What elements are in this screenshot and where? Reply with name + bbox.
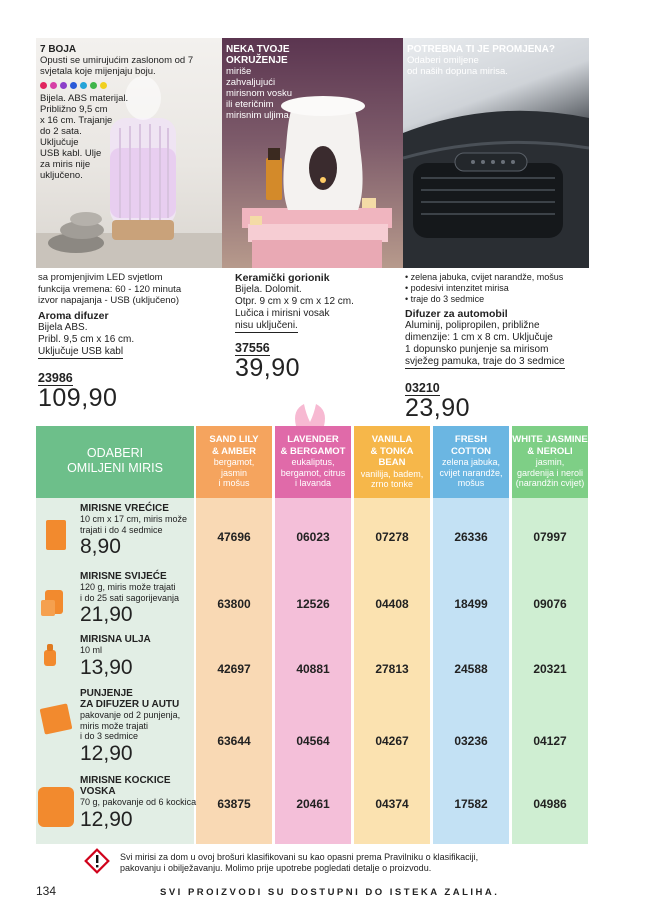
product-type-price: 12,90 [80,807,133,831]
wax-cubes-icon [38,787,74,827]
product-type-description: 10 ml [80,645,103,655]
spec-line: Približno 9,5 cm [40,104,108,115]
page-number: 134 [36,884,57,898]
diffuser-specs [38,322,222,346]
product-type-price: 8,90 [80,535,121,558]
product-type-title: MIRISNA ULJA [80,634,151,645]
scent-notes: mošus [457,478,485,488]
product-type-description: i do 25 sati sagorijevanja [80,592,180,603]
car-diffuser-description [405,272,591,369]
spec-line: Bijela. ABS materijal. [40,93,129,104]
product-code-cell: 47696 [217,530,251,544]
product-code-cell: 04408 [375,597,409,611]
product-code-cell: 12526 [296,597,330,611]
diffuser-price: 109,90 [38,384,118,412]
scent-name: & TONKA [370,445,414,457]
scent-notes: jasmin, [535,457,565,467]
table-header-line-1: ODABERI [86,446,144,460]
scent-notes: bergamot, citrus [280,467,346,478]
car-diffuser-name: Difuzer za automobil [405,308,508,320]
product-code-cell: 09076 [533,597,567,611]
photo-text-line: zahvaljujući [226,77,276,88]
diffuser-name: Aroma difuzer [38,309,109,322]
burner-code: 37556 [235,341,270,355]
spec-line: Otpr. 9 cm x 9 cm x 12 cm. [235,296,354,307]
product-code-cell: 17582 [454,797,488,811]
scent-name: COTTON [451,445,491,457]
product-code-cell: 04564 [296,734,330,748]
table-header-cell [36,426,194,498]
product-code-cell: 20461 [296,797,330,811]
photo-text-line: ili eteričnim [226,99,274,110]
spec-line: 1 dopunsko punjenje sa mirisom [405,344,549,355]
scent-column-header [433,426,509,498]
product-type-title: MIRISNE SVIJEĆE [80,571,167,582]
product-type-description: 10 cm x 17 cm, miris može [80,514,188,524]
car-diffuser-code: 03210 [405,381,440,395]
hazard-notice-line-2: pakovanju i obilježavanju. Molimo prije upotrebe pogledati detalje o proizvodu. [120,863,432,873]
photo-text-line: miriše [226,66,252,77]
scent-notes: cvijet narandže, [439,467,503,478]
product-code-cell: 04374 [375,797,409,811]
spec-line: do 2 sata. [40,126,82,137]
bullet-line: • zelena jabuka, cvijet narandže, mošus [405,272,564,282]
scent-column-header [512,426,588,498]
table-header-line-2: OMILJENI MIRIS [67,461,163,475]
scent-notes: (narandžin cvijet) [515,478,585,488]
product-code-cell: 42697 [217,662,251,676]
spec-line: uključeno. [40,170,83,181]
product-type-price: 12,90 [80,741,133,765]
product-code-cell: 27813 [375,662,409,676]
bullet-line: • podesivi intenzitet mirisa [405,283,509,293]
scent-notes: i lavanda [294,478,332,488]
product-type-description: miris može trajati [80,720,149,731]
diffuser-description [38,272,222,359]
color-dots [40,81,200,90]
product-type-description: i do 3 sedmice [80,731,139,741]
diffuser-feature-list [38,272,222,307]
color-dot [70,82,77,89]
scent-column-header [196,426,272,498]
product-type-description: 70 g, pakovanje od 6 kockica [80,797,197,807]
product-code-cell: 04127 [533,734,567,748]
scent-notes: gardenija i neroli [516,467,584,478]
spec-line: Uključuje [40,137,79,148]
car-diffuser-feature-list [405,272,591,305]
spec-line: Bijela ABS. [38,321,88,333]
car-diffuser-specs [405,320,591,356]
product-code-cell: 26336 [454,530,488,544]
hazard-warning-icon [84,848,110,874]
spec-line: x 16 cm. Trajanje [40,115,113,126]
color-dot [50,82,57,89]
scent-notes: eukaliptus, [291,457,335,467]
diffuser-code: 23986 [38,371,73,385]
scent-name: BEAN [378,457,406,468]
color-dot [60,82,67,89]
scent-notes: bergamot, [213,457,255,467]
candle-small-icon [41,600,55,616]
car-diffuser-price: 23,90 [405,394,471,422]
product-code-cell: 03236 [454,734,488,748]
scent-name: FRESH [454,434,488,445]
spec-line: dimenzije: 1 cm x 8 cm. Uključuje [405,332,553,343]
scent-sachet-icon [46,520,66,550]
product-type-title: MIRISNE KOCKICE [80,775,171,786]
product-code-cell: 24588 [454,662,488,676]
scent-notes: vanilija, badem, [360,468,424,479]
scent-name: & AMBER [212,445,256,457]
scent-column-header [275,426,351,498]
product-code-cell: 63875 [217,797,251,811]
spec-line: za miris nije [40,159,91,170]
product-type-title: VOSKA [80,786,116,797]
burner-photo-title-2: OKRUŽENJE [226,55,288,66]
burner-name: Keramički gorionik [235,272,330,284]
scent-notes: i mošus [218,478,250,488]
scent-notes: zelena jabuka, [441,457,501,467]
car-photo-title: POTREBNA TI JE PROMJENA? [407,44,555,55]
photo-text-line: Odaberi omiljene [407,55,479,66]
photo-text-line: mirisnim uljima [226,110,289,121]
car-photo-text [407,44,585,77]
product-code-cell: 04986 [533,797,567,811]
product-type-price: 21,90 [80,603,133,626]
brand-mark-icon [290,400,330,428]
oil-bottle-icon [44,650,56,666]
burner-spec-last: nisu uključeni. [235,320,298,331]
product-code-cell: 04267 [375,734,409,748]
product-type-title: MIRISNE VREĆICE [80,503,169,514]
product-type-description: pakovanje od 2 punjenja, [80,710,181,720]
product-code-cell: 07278 [375,530,409,544]
hazard-notice [120,852,600,874]
photo-text-line: od naših dopuna mirisa. [407,66,508,77]
product-type-description: 120 g, miris može trajati [80,582,176,592]
product-code-cell: 07997 [533,530,567,544]
feature-line: izvor napajanja - USB (uključeno) [38,295,179,306]
product-type-title: ZA DIFUZER U AUTU [80,699,180,710]
spec-line: Aluminij, polipropilen, približne [405,320,540,331]
diffuser-photo-specs [40,93,200,181]
oil-bottle-cap-icon [47,644,53,651]
diffuser-spec-last: Uključuje USB kabl [38,345,124,357]
scent-name: & BERGAMOT [280,445,346,457]
scent-name: & NEROLI [527,445,573,457]
car-photo-body [407,55,585,77]
burner-price: 39,90 [235,354,301,382]
scent-name: VANILLA [371,434,413,445]
footer-availability-text: SVI PROIZVODI SU DOSTUPNI DO ISTEKA ZALIHA. [160,887,500,898]
diffuser-photo-title: 7 BOJA [40,44,77,55]
spec-line: Pribl. 9,5 cm x 16 cm. [38,333,135,345]
scent-name: WHITE JASMINE [512,434,588,445]
spec-line: Bijela. Dolomit. [235,284,302,295]
spec-line: Lučica i mirisni vosak [235,308,330,319]
car-diffuser-spec-last: svježeg pamuka, traje do 3 sedmice [405,356,565,367]
product-code-cell: 40881 [296,662,330,676]
color-dot [40,82,47,89]
feature-line: funkcija vremena: 60 - 120 minuta [38,283,182,295]
color-dot [80,82,87,89]
product-code-cell: 06023 [296,530,330,544]
scent-column-header [354,426,430,498]
burner-photo-text [226,44,346,121]
scent-notes: jasmin [220,467,247,478]
spec-line: USB kabl. Ulje [40,148,102,159]
photo-text-line: mirisnom vosku [226,88,292,99]
diffuser-photo-text [40,44,200,181]
burner-description [235,272,403,333]
product-code-cell: 63800 [217,597,251,611]
burner-photo-body [226,66,346,121]
burner-specs [235,284,403,320]
diffuser-photo-intro: Opusti se umirujućim zaslonom od 7 svjetala koje mijenjaju boju. [40,55,194,77]
feature-line: sa promjenjivim LED svjetlom [38,272,163,283]
hazard-notice-line-1: Svi mirisi za dom u ovoj brošuri klasifikovani su kao opasni prema Pravilniku o klasifikaciji, [120,852,479,862]
product-code-cell: 20321 [533,662,567,676]
bullet-line: • traje do 3 sedmice [405,294,485,304]
scent-name: SAND LILY [209,434,259,445]
product-code-cell: 18499 [454,597,488,611]
product-type-title: PUNJENJE [80,688,133,699]
color-dot [100,82,107,89]
product-code-cell: 63644 [217,734,251,748]
scent-name: LAVENDER [287,434,339,445]
color-dot [90,82,97,89]
product-type-description: trajati i do 4 sedmice [80,524,163,535]
burner-photo-title-1: NEKA TVOJE [226,44,290,55]
scent-notes: zrno tonke [370,479,414,489]
product-type-price: 13,90 [80,655,133,679]
